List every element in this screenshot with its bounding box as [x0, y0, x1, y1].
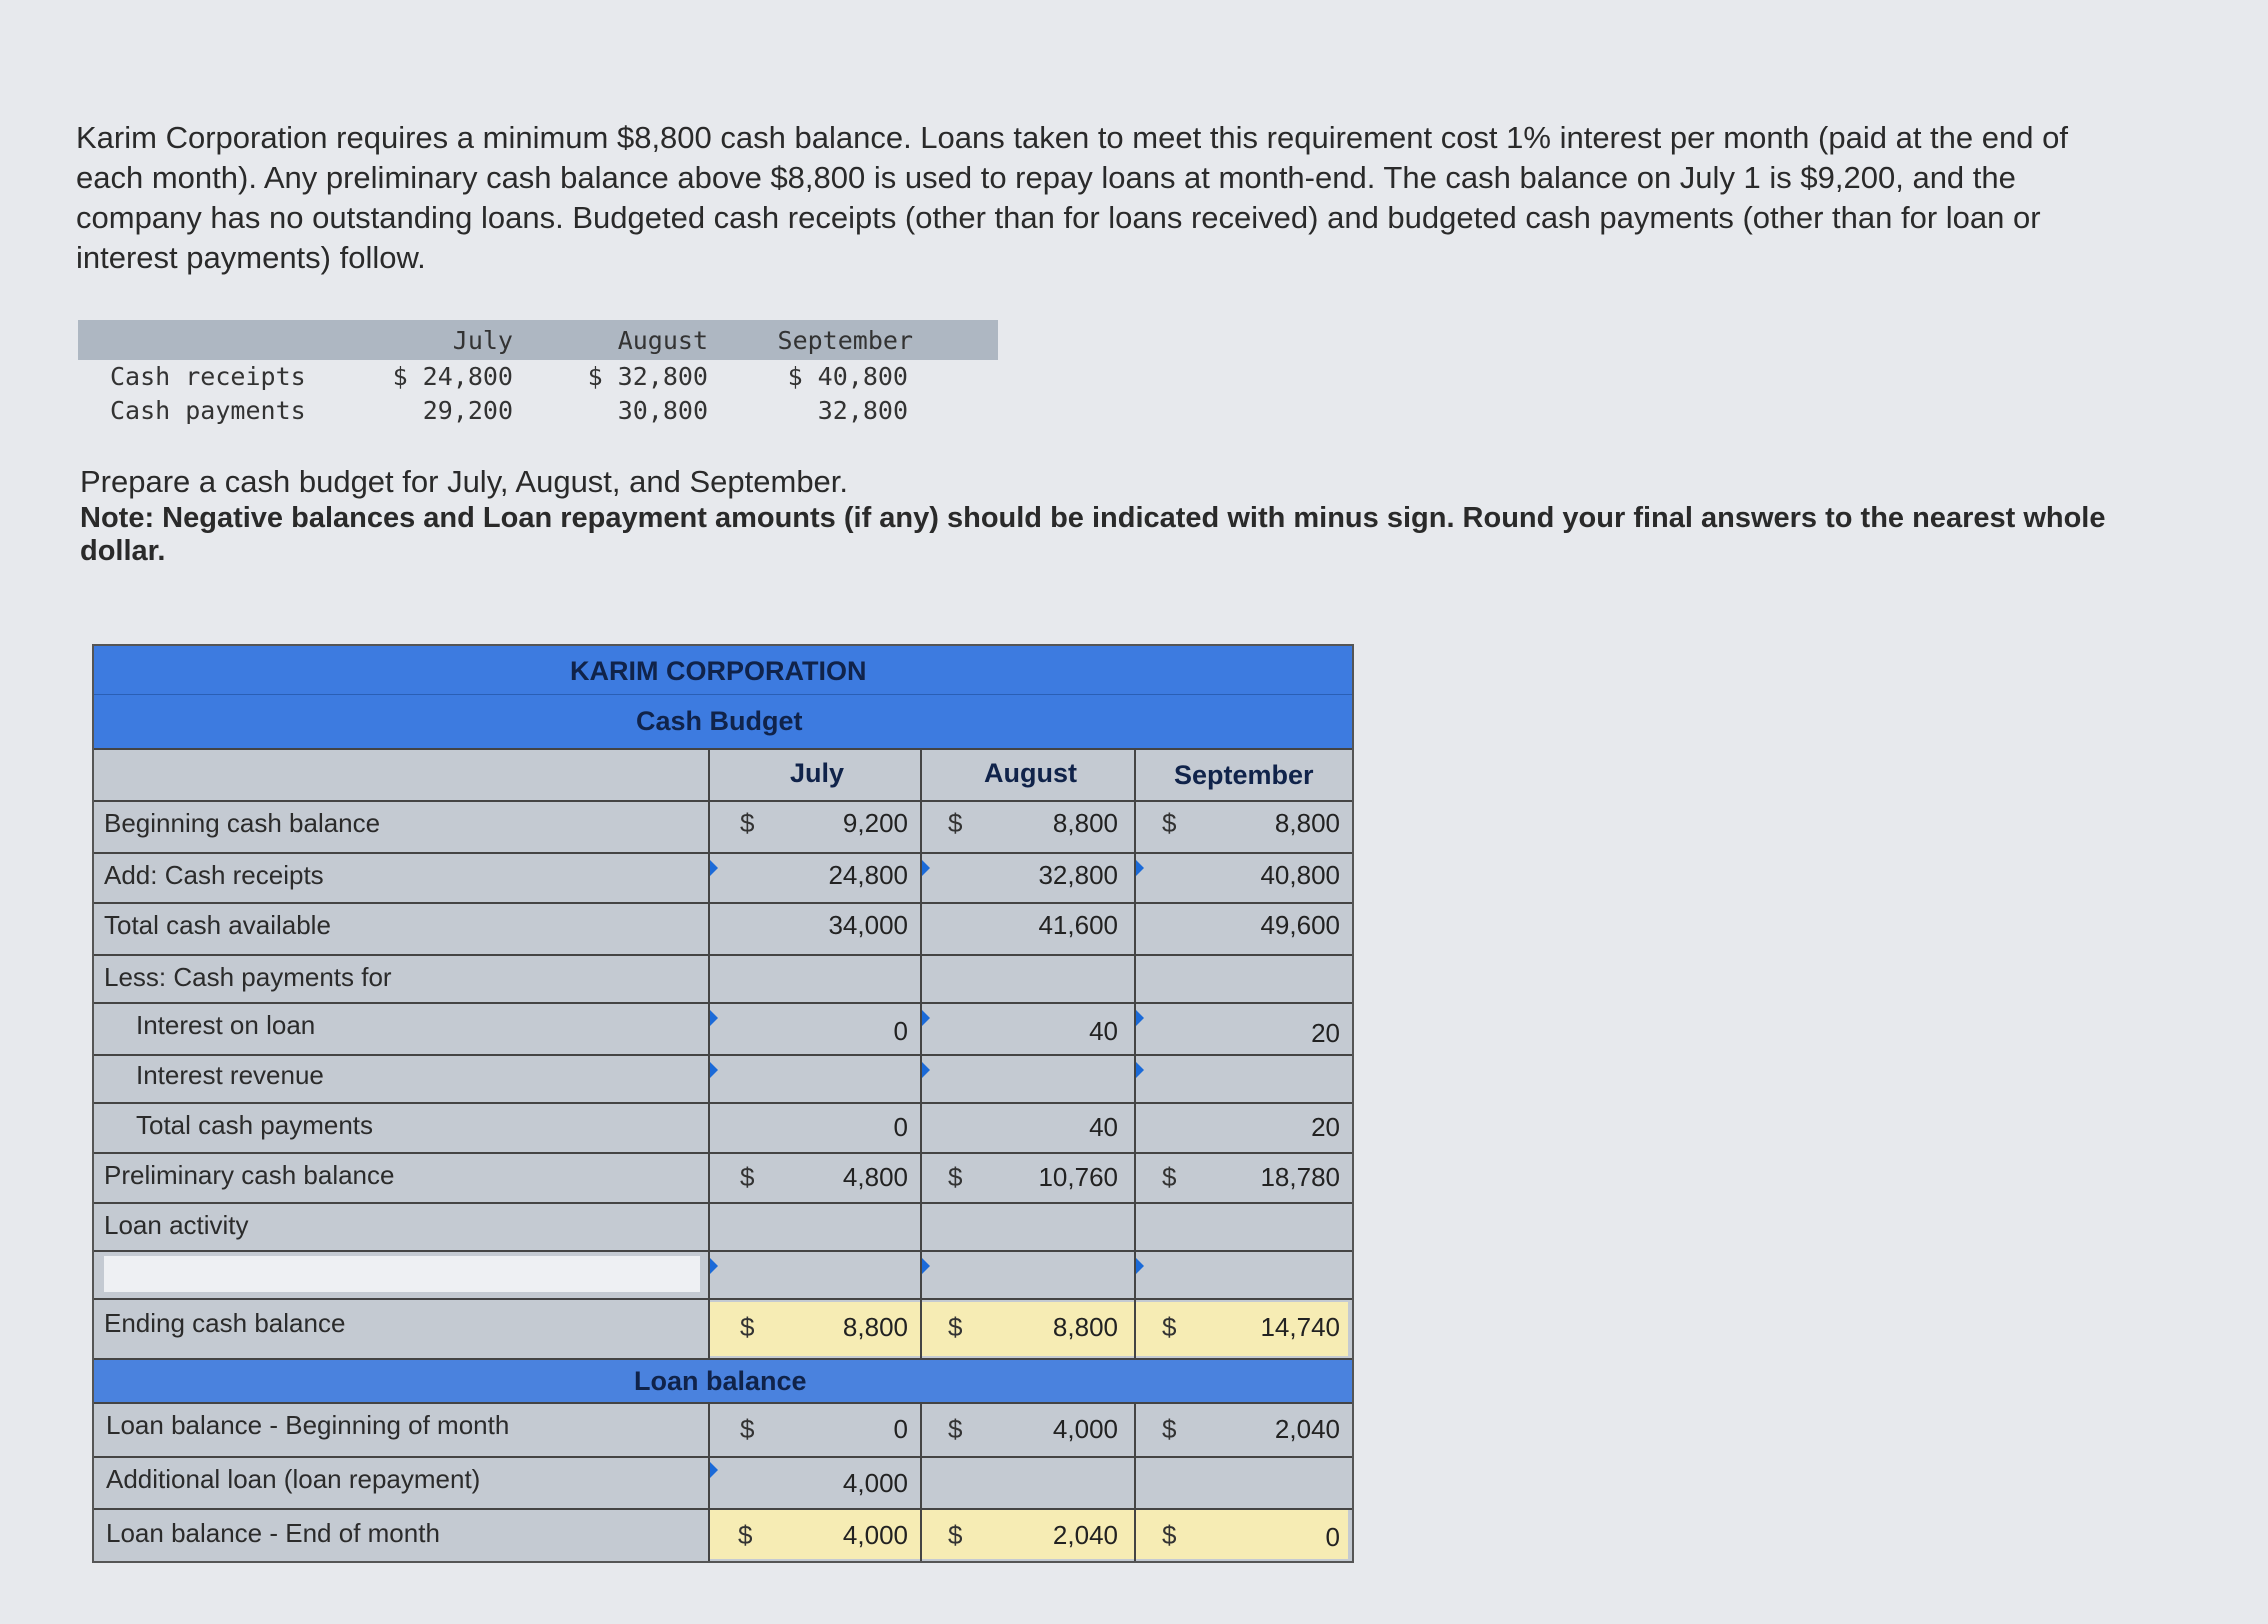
dollar-sign: $ — [948, 1520, 963, 1550]
dollar-sign: $ — [1162, 1312, 1177, 1342]
dollar-sign: $ — [740, 1414, 755, 1444]
total-payments-september[interactable]: 20 — [1311, 1112, 1340, 1142]
given-row-receipts — [78, 360, 998, 394]
problem-text: Karim Corporation requires a minimum $8,800 cash balance. Loans taken to meet this requirement cost 1% interest per month (paid at the end of each month). Any preliminary cash balance above $8,800 is used to repay loans at month-end. The cash balance on July 1 is $9,200, and the company has no outstanding loans. Budgeted cash receipts (other than for loans received) and budgeted cash payments (other than for loan or interest payments) follow. — [76, 120, 2068, 275]
total-payments-august[interactable]: 40 — [1089, 1112, 1118, 1142]
given-header-july: July — [452, 326, 513, 355]
loan-begin-august[interactable]: 4,000 — [1052, 1414, 1118, 1444]
input-arrow — [710, 1258, 718, 1274]
input-arrow — [922, 860, 930, 876]
row-label-ending-cash: Ending cash balance — [104, 1308, 346, 1338]
note-text: Note: Negative balances and Loan repayment amounts (if any) should be indicated with minus sign. Round your final answers to the nearest whole dollar. — [80, 502, 2106, 567]
loan-begin-july[interactable]: 0 — [893, 1414, 908, 1444]
prepare-text: Prepare a cash budget for July, August, and September. — [80, 464, 849, 499]
ending-cash-september[interactable]: 14,740 — [1260, 1312, 1340, 1342]
rule — [94, 1102, 1352, 1104]
loan-end-september[interactable]: 0 — [1325, 1522, 1340, 1552]
input-arrow — [710, 1462, 718, 1478]
given-label: Cash payments — [110, 396, 306, 425]
row-label-add-receipts: Add: Cash receipts — [104, 860, 324, 890]
row-label-loan-activity: Loan activity — [104, 1210, 249, 1240]
budget-title: Cash Budget — [636, 706, 803, 736]
loan-balance-bar — [94, 1360, 1352, 1402]
interest-july[interactable]: 0 — [893, 1016, 908, 1046]
dollar-sign: $ — [1162, 808, 1177, 838]
loan-end-july[interactable]: 4,000 — [842, 1520, 908, 1550]
beginning-cash-august[interactable]: 8,800 — [1052, 808, 1118, 838]
given-value: $ 24,800 — [392, 362, 513, 391]
rule — [94, 800, 1352, 802]
beginning-cash-july[interactable]: 9,200 — [842, 808, 908, 838]
input-arrow — [1136, 1010, 1144, 1026]
rule — [94, 1402, 1352, 1404]
total-available-august[interactable]: 41,600 — [1038, 910, 1118, 940]
input-arrow — [922, 1010, 930, 1026]
beginning-cash-september[interactable]: 8,800 — [1274, 808, 1340, 838]
loan-additional-july[interactable]: 4,000 — [842, 1468, 908, 1498]
dollar-sign: $ — [740, 1162, 755, 1192]
given-data-table — [78, 320, 998, 428]
month-header-august: August — [984, 758, 1077, 788]
rule — [94, 1202, 1352, 1204]
row-label-preliminary: Preliminary cash balance — [104, 1160, 395, 1190]
dollar-sign: $ — [948, 1312, 963, 1342]
input-arrow — [710, 860, 718, 876]
given-value: $ 40,800 — [787, 362, 908, 391]
input-arrow — [922, 1062, 930, 1078]
dollar-sign: $ — [948, 808, 963, 838]
rule — [94, 902, 1352, 904]
given-table-header — [78, 320, 998, 360]
loan-activity-label-input[interactable] — [104, 1256, 700, 1292]
ending-cash-july[interactable]: 8,800 — [842, 1312, 908, 1342]
receipts-september[interactable]: 40,800 — [1260, 860, 1340, 890]
input-arrow — [1136, 1062, 1144, 1078]
rule — [94, 1456, 1352, 1458]
input-arrow — [922, 1258, 930, 1274]
given-header-august: August — [617, 326, 708, 355]
given-row-payments — [78, 394, 998, 428]
row-label-loan-end: Loan balance - End of month — [106, 1518, 440, 1548]
row-label-loan-begin: Loan balance - Beginning of month — [106, 1410, 510, 1440]
given-header-september: September — [777, 326, 913, 355]
row-label-beginning-cash: Beginning cash balance — [104, 808, 381, 838]
total-available-july[interactable]: 34,000 — [828, 910, 908, 940]
receipts-august[interactable]: 32,800 — [1038, 860, 1118, 890]
rule — [94, 1054, 1352, 1056]
dollar-sign: $ — [1162, 1414, 1177, 1444]
total-available-september[interactable]: 49,600 — [1260, 910, 1340, 940]
loan-end-august[interactable]: 2,040 — [1052, 1520, 1118, 1550]
row-label-less-payments: Less: Cash payments for — [104, 962, 392, 992]
row-label-total-available: Total cash available — [104, 910, 331, 940]
dollar-sign: $ — [740, 1312, 755, 1342]
dollar-sign: $ — [740, 808, 755, 838]
rule — [94, 852, 1352, 854]
rule — [94, 1152, 1352, 1154]
dollar-sign: $ — [948, 1414, 963, 1444]
dollar-sign: $ — [738, 1520, 753, 1550]
loan-balance-title: Loan balance — [634, 1366, 807, 1396]
row-label-interest-on-loan: Interest on loan — [136, 1010, 316, 1040]
input-arrow — [1136, 860, 1144, 876]
loan-begin-september[interactable]: 2,040 — [1274, 1414, 1340, 1444]
row-label-total-payments: Total cash payments — [136, 1110, 374, 1140]
input-arrow — [710, 1062, 718, 1078]
receipts-july[interactable]: 24,800 — [828, 860, 908, 890]
rule — [94, 1002, 1352, 1004]
company-name: KARIM CORPORATION — [570, 656, 867, 686]
interest-august[interactable]: 40 — [1089, 1016, 1118, 1046]
row-label-loan-additional: Additional loan (loan repayment) — [106, 1464, 481, 1494]
dollar-sign: $ — [1162, 1162, 1177, 1192]
given-label: Cash receipts — [110, 362, 306, 391]
input-arrow — [710, 1010, 718, 1026]
total-payments-july[interactable]: 0 — [893, 1112, 908, 1142]
preliminary-august[interactable]: 10,760 — [1038, 1162, 1118, 1192]
rule — [94, 1250, 1352, 1252]
preliminary-july[interactable]: 4,800 — [842, 1162, 908, 1192]
instructions — [80, 462, 2120, 568]
rule — [94, 748, 1352, 750]
rule — [94, 954, 1352, 956]
budget-title-bar — [94, 646, 1352, 748]
preliminary-september[interactable]: 18,780 — [1260, 1162, 1340, 1192]
input-arrow — [1136, 1258, 1144, 1274]
interest-september[interactable]: 20 — [1311, 1018, 1340, 1048]
title-divider — [94, 694, 1352, 695]
ending-cash-august[interactable]: 8,800 — [1052, 1312, 1118, 1342]
rule — [94, 1298, 1352, 1300]
given-value: 32,800 — [817, 396, 908, 425]
cash-budget-table — [92, 644, 1354, 1563]
dollar-sign: $ — [1162, 1520, 1177, 1550]
dollar-sign: $ — [948, 1162, 963, 1192]
given-value: $ 32,800 — [587, 362, 708, 391]
given-value: 29,200 — [422, 396, 513, 425]
row-label-interest-revenue: Interest revenue — [136, 1060, 324, 1090]
month-header-september: September — [1174, 760, 1314, 790]
month-header-july: July — [790, 758, 845, 788]
given-value: 30,800 — [617, 396, 708, 425]
